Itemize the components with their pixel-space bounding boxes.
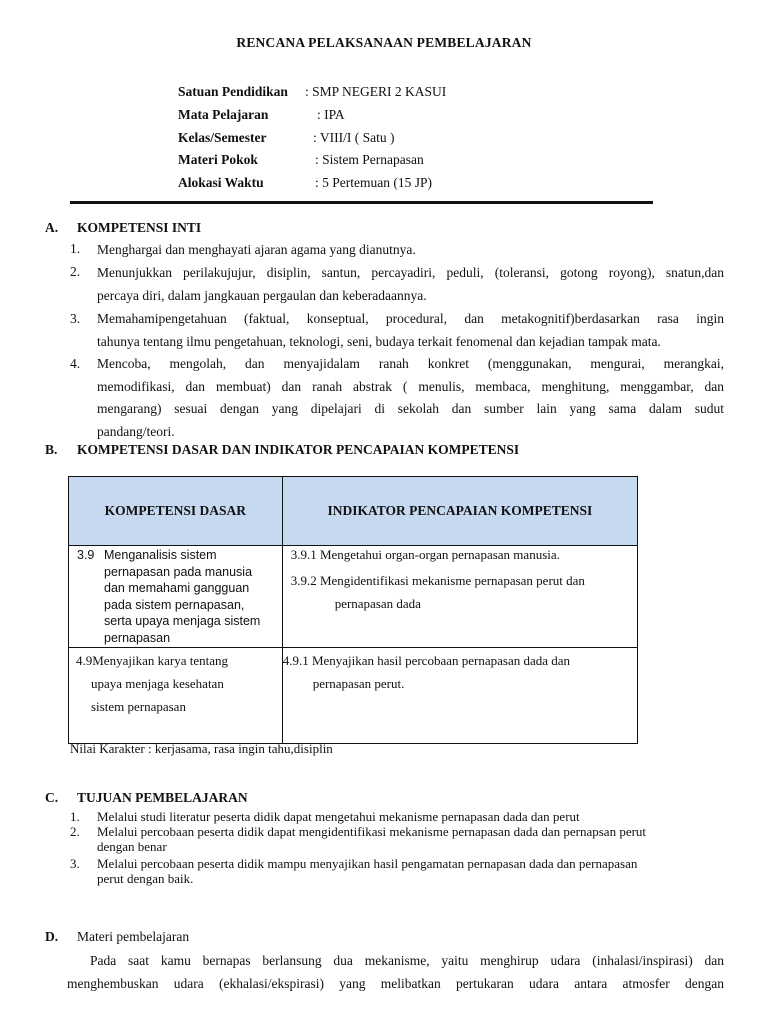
list-item-line: memodifikasi, dan membuat) dan ranah abstrak ( menulis, membaca, menghitung, menggambar, dan — [97, 378, 724, 394]
kd-line: dan memahami gangguan — [104, 581, 250, 595]
list-number: 2. — [70, 824, 80, 839]
info-label: Mata Pelajaran — [178, 107, 269, 122]
table-header-row — [69, 477, 638, 546]
ipk-line: pernapasan perut. — [312, 676, 405, 691]
section-title: KOMPETENSI INTI — [77, 220, 202, 235]
section-a-heading — [0, 220, 768, 238]
list-item-text — [97, 239, 724, 262]
ipk-line: 3.9.1 Mengetahui organ-organ pernapasan manusia. — [290, 547, 560, 562]
table-row — [69, 648, 638, 744]
section-b-heading — [0, 442, 768, 460]
kd-line: pernapasan pada manusia — [104, 564, 253, 579]
ipk-cell — [282, 546, 637, 648]
paragraph-line: menghembuskan udara (ekhalasi/ekspirasi) yang melibatkan pertukaran udara antara atmosfer dengan — [67, 975, 724, 991]
info-value: : SMP NEGERI 2 KASUI — [305, 84, 447, 99]
paragraph-line: Pada saat kamu bernapas berlansung dua mekanisme, yaitu menghirup udara (inhalasi/inspirasi) dan — [90, 953, 724, 968]
list-number: 4. — [70, 356, 81, 371]
info-label: Materi Pokok — [178, 152, 258, 167]
list-item-text — [97, 824, 725, 854]
list-item-line: Melalui percobaan peserta didik dapat mengidentifikasi mekanisme pernapasan dada dan pernapsan perut — [97, 824, 647, 839]
info-value: : VIII/I ( Satu ) — [313, 130, 395, 145]
section-title: TUJUAN PEMBELAJARAN — [77, 790, 248, 805]
info-label: Kelas/Semester — [178, 130, 267, 145]
kd-text — [77, 547, 282, 646]
kd-ipk-table — [68, 476, 638, 744]
document-title: RENCANA PELAKSANAAN PEMBELAJARAN — [236, 35, 532, 50]
info-value: : 5 Pertemuan (15 JP) — [315, 175, 432, 190]
list-item-text — [97, 809, 725, 824]
section-c-heading — [0, 790, 768, 808]
list-item-text — [97, 308, 724, 353]
list-item-line: Menunjukkan perilakujujur, disiplin, santun, percayadiri, peduli, (toleransi, gotong royong), snatun,dan — [97, 265, 724, 280]
list-item-line: mengarang) sesuai dengan yang dipelajari di sekolah dan sumber lain yang sama dalam sudut — [97, 401, 724, 416]
section-letter: B. — [45, 442, 58, 457]
list-item-line: tahunya tentang ilmu pengetahuan, teknologi, seni, budaya terkait fenomenal dan kejadian tampak mata. — [97, 333, 661, 349]
list-number: 2. — [70, 264, 81, 279]
header-divider — [70, 201, 653, 204]
section-d-heading — [0, 929, 768, 947]
section-letter: A. — [45, 220, 59, 235]
list-item-text — [97, 353, 724, 443]
section-letter: D. — [45, 929, 59, 944]
header-indikator: INDIKATOR PENCAPAIAN KOMPETENSI — [282, 477, 637, 546]
ipk-line: pernapasan dada — [334, 596, 421, 611]
list-item-line: dengan benar — [97, 839, 167, 854]
kd-number: 3.9 — [77, 548, 95, 562]
list-item-line: percaya diri, dalam jangkauan pergaulan dan keberadaannya. — [97, 287, 427, 303]
kd-line: pernapasan — [104, 630, 171, 645]
nilai-karakter: Nilai Karakter : kerjasama, rasa ingin tahu,disiplin — [70, 741, 333, 756]
list-number: 3. — [70, 311, 81, 326]
list-number: 1. — [70, 241, 81, 256]
list-item-text — [97, 856, 725, 886]
kd-line: pada sistem pernapasan, — [104, 597, 245, 612]
ipk-cell — [282, 648, 637, 744]
info-value: : Sistem Pernapasan — [315, 152, 424, 167]
list-item-line: Melalui studi literatur peserta didik dapat mengetahui mekanisme pernapasan dada dan perut — [97, 809, 580, 824]
info-label: Satuan Pendidikan — [178, 84, 288, 99]
section-title: Materi pembelajaran — [77, 929, 190, 944]
list-number: 3. — [70, 856, 80, 871]
kd-line: sistem pernapasan — [91, 699, 186, 714]
kd-cell — [69, 648, 283, 744]
materi-paragraph — [67, 950, 724, 995]
section-letter: C. — [45, 790, 59, 805]
list-item-line: Memahamipengetahuan (faktual, konseptual, procedural, dan metakognitif)berdasarkan rasa ingin — [97, 311, 724, 326]
list-number: 1. — [70, 809, 80, 824]
list-item-line: pandang/teori. — [97, 423, 175, 439]
list-item-line: perut dengan baik. — [97, 871, 194, 886]
ipk-line: 3.9.2 Mengidentifikasi mekanisme pernapasan perut dan — [290, 573, 585, 588]
table-row — [69, 546, 638, 648]
info-label: Alokasi Waktu — [178, 175, 264, 190]
kd-line: Menganalisis sistem — [104, 548, 217, 562]
list-item-line: Mencoba, mengolah, dan menyajidalam ranah konkret (menggunakan, mengurai, merangkai, — [97, 356, 724, 371]
section-title: KOMPETENSI DASAR DAN INDIKATOR PENCAPAIAN KOMPETENSI — [77, 442, 520, 457]
header-kompetensi-dasar: KOMPETENSI DASAR — [69, 477, 283, 546]
kd-cell — [69, 546, 283, 648]
list-item-line: Menghargai dan menghayati ajaran agama yang dianutnya. — [97, 242, 416, 257]
kd-line: serta upaya menjaga sistem — [104, 614, 261, 628]
kd-line: 4.9Menyajikan karya tentang — [76, 653, 228, 668]
list-item-line: Melalui percobaan peserta didik mampu menyajikan hasil pengamatan pernapasan dada dan pernapasan — [97, 856, 638, 871]
list-item-text — [97, 262, 724, 307]
ipk-line: 4.9.1 Menyajikan hasil percobaan pernapasan dada dan — [282, 653, 571, 668]
kd-line: upaya menjaga kesehatan — [91, 676, 224, 691]
info-value: : IPA — [317, 107, 345, 122]
